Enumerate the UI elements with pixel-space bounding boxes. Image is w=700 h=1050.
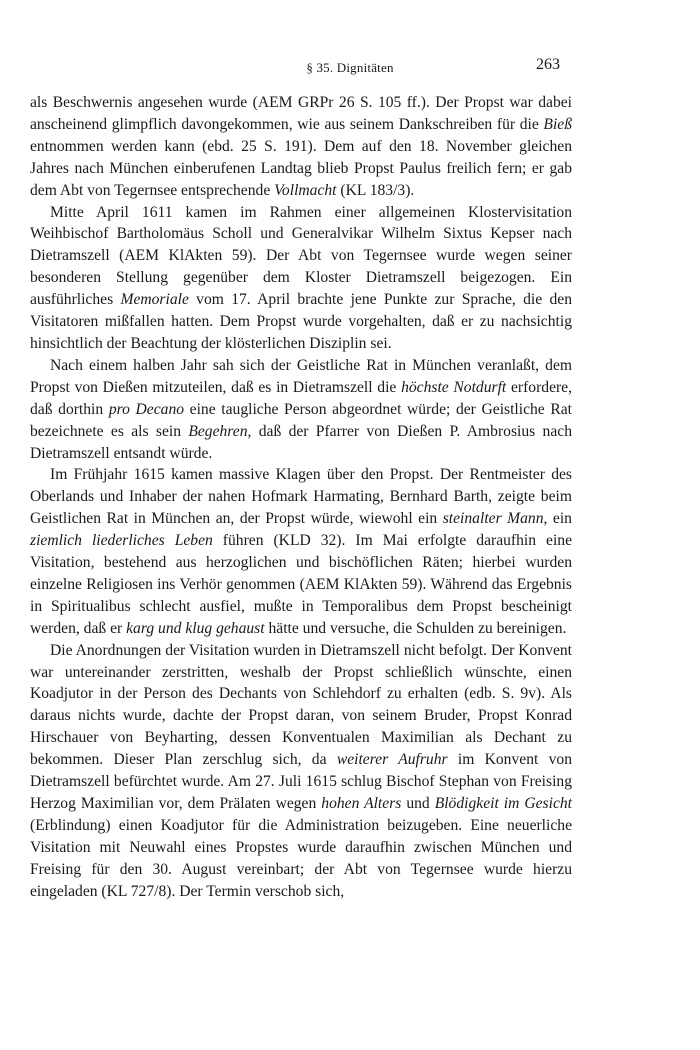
text-run: Nach einem halben Jahr sah sich der Geistliche Rat in München veranlaßt, dem Propst von Dießen mitzuteilen, daß es in Dietramszell die [30, 356, 572, 396]
italic-run: Vollmacht [274, 181, 337, 199]
text-run: Mitte April 1611 kamen im Rahmen einer allgemeinen Klostervisitation Weihbischof Bartholomäus Scholl und Generalvikar Wilhelm Sixtus Kepser nach Dietramszell (AEM KlAkten 59). Der Abt von Tegernsee wurde wegen seiner besonderen Stellung gegenüber dem Kloster Dietramszell beigezogen. Ein ausführliches [30, 203, 572, 309]
paragraph [30, 464, 572, 639]
text-run: hätte und versuche, die Schulden zu bereinigen. [264, 619, 567, 637]
italic-run: Begehren [188, 422, 248, 440]
italic-run: pro Decano [108, 400, 185, 418]
text-run: und [401, 795, 435, 812]
text-run: Im Frühjahr 1615 kamen massive Klagen über den Propst. Der Rentmeister des Oberlands und Inhaber der nahen Hofmark Harmating, Bernhard Barth, zeigte beim Geistlichen Rat in München an, der Propst würde, wiewohl ein [30, 466, 572, 528]
paragraph [30, 355, 572, 465]
text-run: eine taugliche Person abgeordnet würde; der Geistliche Rat bezeichnete es als sein [30, 400, 573, 440]
text-run: (KL 183/3). [336, 181, 415, 199]
page-header [0, 56, 700, 80]
italic-run: hohen Alters [321, 795, 402, 812]
text-run: Die Anordnungen der Visitation wurden in Dietramszell nicht befolgt. Der Konvent war untereinander zerstritten, weshalb der Propst schließlich wünschte, einen Koadjutor in der Person des Dechants von Schlehdorf zu erhalten (edb. S. 9v). Als daraus nichts wurde, dachte der Propst daran, von seinem Bruder, Propst Konrad Hirschauer von Beyharting, dessen Konventualen Maximilian als Dechant zu bekommen. Dieser Plan zerschlug sich, da [30, 641, 572, 769]
paragraph [30, 202, 572, 355]
italic-run: Memoriale [120, 291, 189, 309]
paragraph [30, 640, 572, 903]
italic-run: ziemlich liederliches Leben [30, 532, 213, 550]
italic-run: karg und klug gehaust [126, 619, 265, 637]
page-number: 263 [536, 56, 560, 73]
italic-run: höchste Notdurft [401, 378, 507, 396]
text-run: als Beschwernis angesehen wurde (AEM GRPr 26 S. 105 ff.). Der Propst war dabei anscheinend glimpflich davongekommen, wie aus seinem Dankschreiben für die [30, 94, 572, 133]
italic-run: weiterer Aufruhr [336, 751, 448, 769]
italic-run: steinalter Mann [442, 510, 544, 528]
text-run: , ein [543, 510, 572, 528]
text-run: , daß der Pfarrer von Dießen P. Ambrosius nach Dietramszell entsandt würde. [30, 422, 572, 462]
text-run: führen (KLD 32). Im Mai erfolgte daraufhin eine Visitation, bestehend aus herzoglichen und bischöflichen Räten; hierbei wurden einzelne Religiosen ins Verhör genommen (AEM KlAkten 59). Während das Ergebnis in Spiritualibus schlecht ausfiel, mußte in Temporalibus dem Propst bescheinigt werden, daß er [30, 532, 572, 637]
text-run: entnommen werden kann (ebd. 25 S. 191). Dem auf den 18. November gleichen Jahres nach München einberufenen Landtag blieb Propst Paulus freilich fern; er gab dem Abt von Tegernsee entsprechende [30, 137, 572, 199]
italic-run: Bieß [543, 115, 572, 133]
paragraph [30, 92, 572, 202]
italic-run: Blödigkeit im Gesicht [434, 795, 572, 812]
text-run: im Konvent von Dietramszell befürchtet wurde. Am 27. Juli 1615 schlug Bischof Stephan von Freising Herzog Maximilian vor, dem Prälaten wegen [30, 751, 573, 812]
text-run: erfordere, daß dorthin [30, 378, 573, 418]
body-text [30, 92, 572, 903]
text-run: vom 17. April brachte jene Punkte zur Sprache, die den Visitatoren mißfallen hatten. Dem Propst wurde vorgehalten, daß er zu nachsichtig hinsichtlich der Beachtung der klösterlichen Disziplin sei. [30, 291, 572, 352]
running-head: § 35. Dignitäten [306, 60, 394, 75]
text-run: (Erblindung) einen Koadjutor für die Administration beizugeben. Eine neuerliche Visitation mit Neuwahl eines Propstes wurde daraufhin zwischen München und Freising für den 30. August vereinbart; der Abt von Tegernsee wurde hierzu eingeladen (KL 727/8). Der Termin verschob sich, [30, 816, 572, 900]
